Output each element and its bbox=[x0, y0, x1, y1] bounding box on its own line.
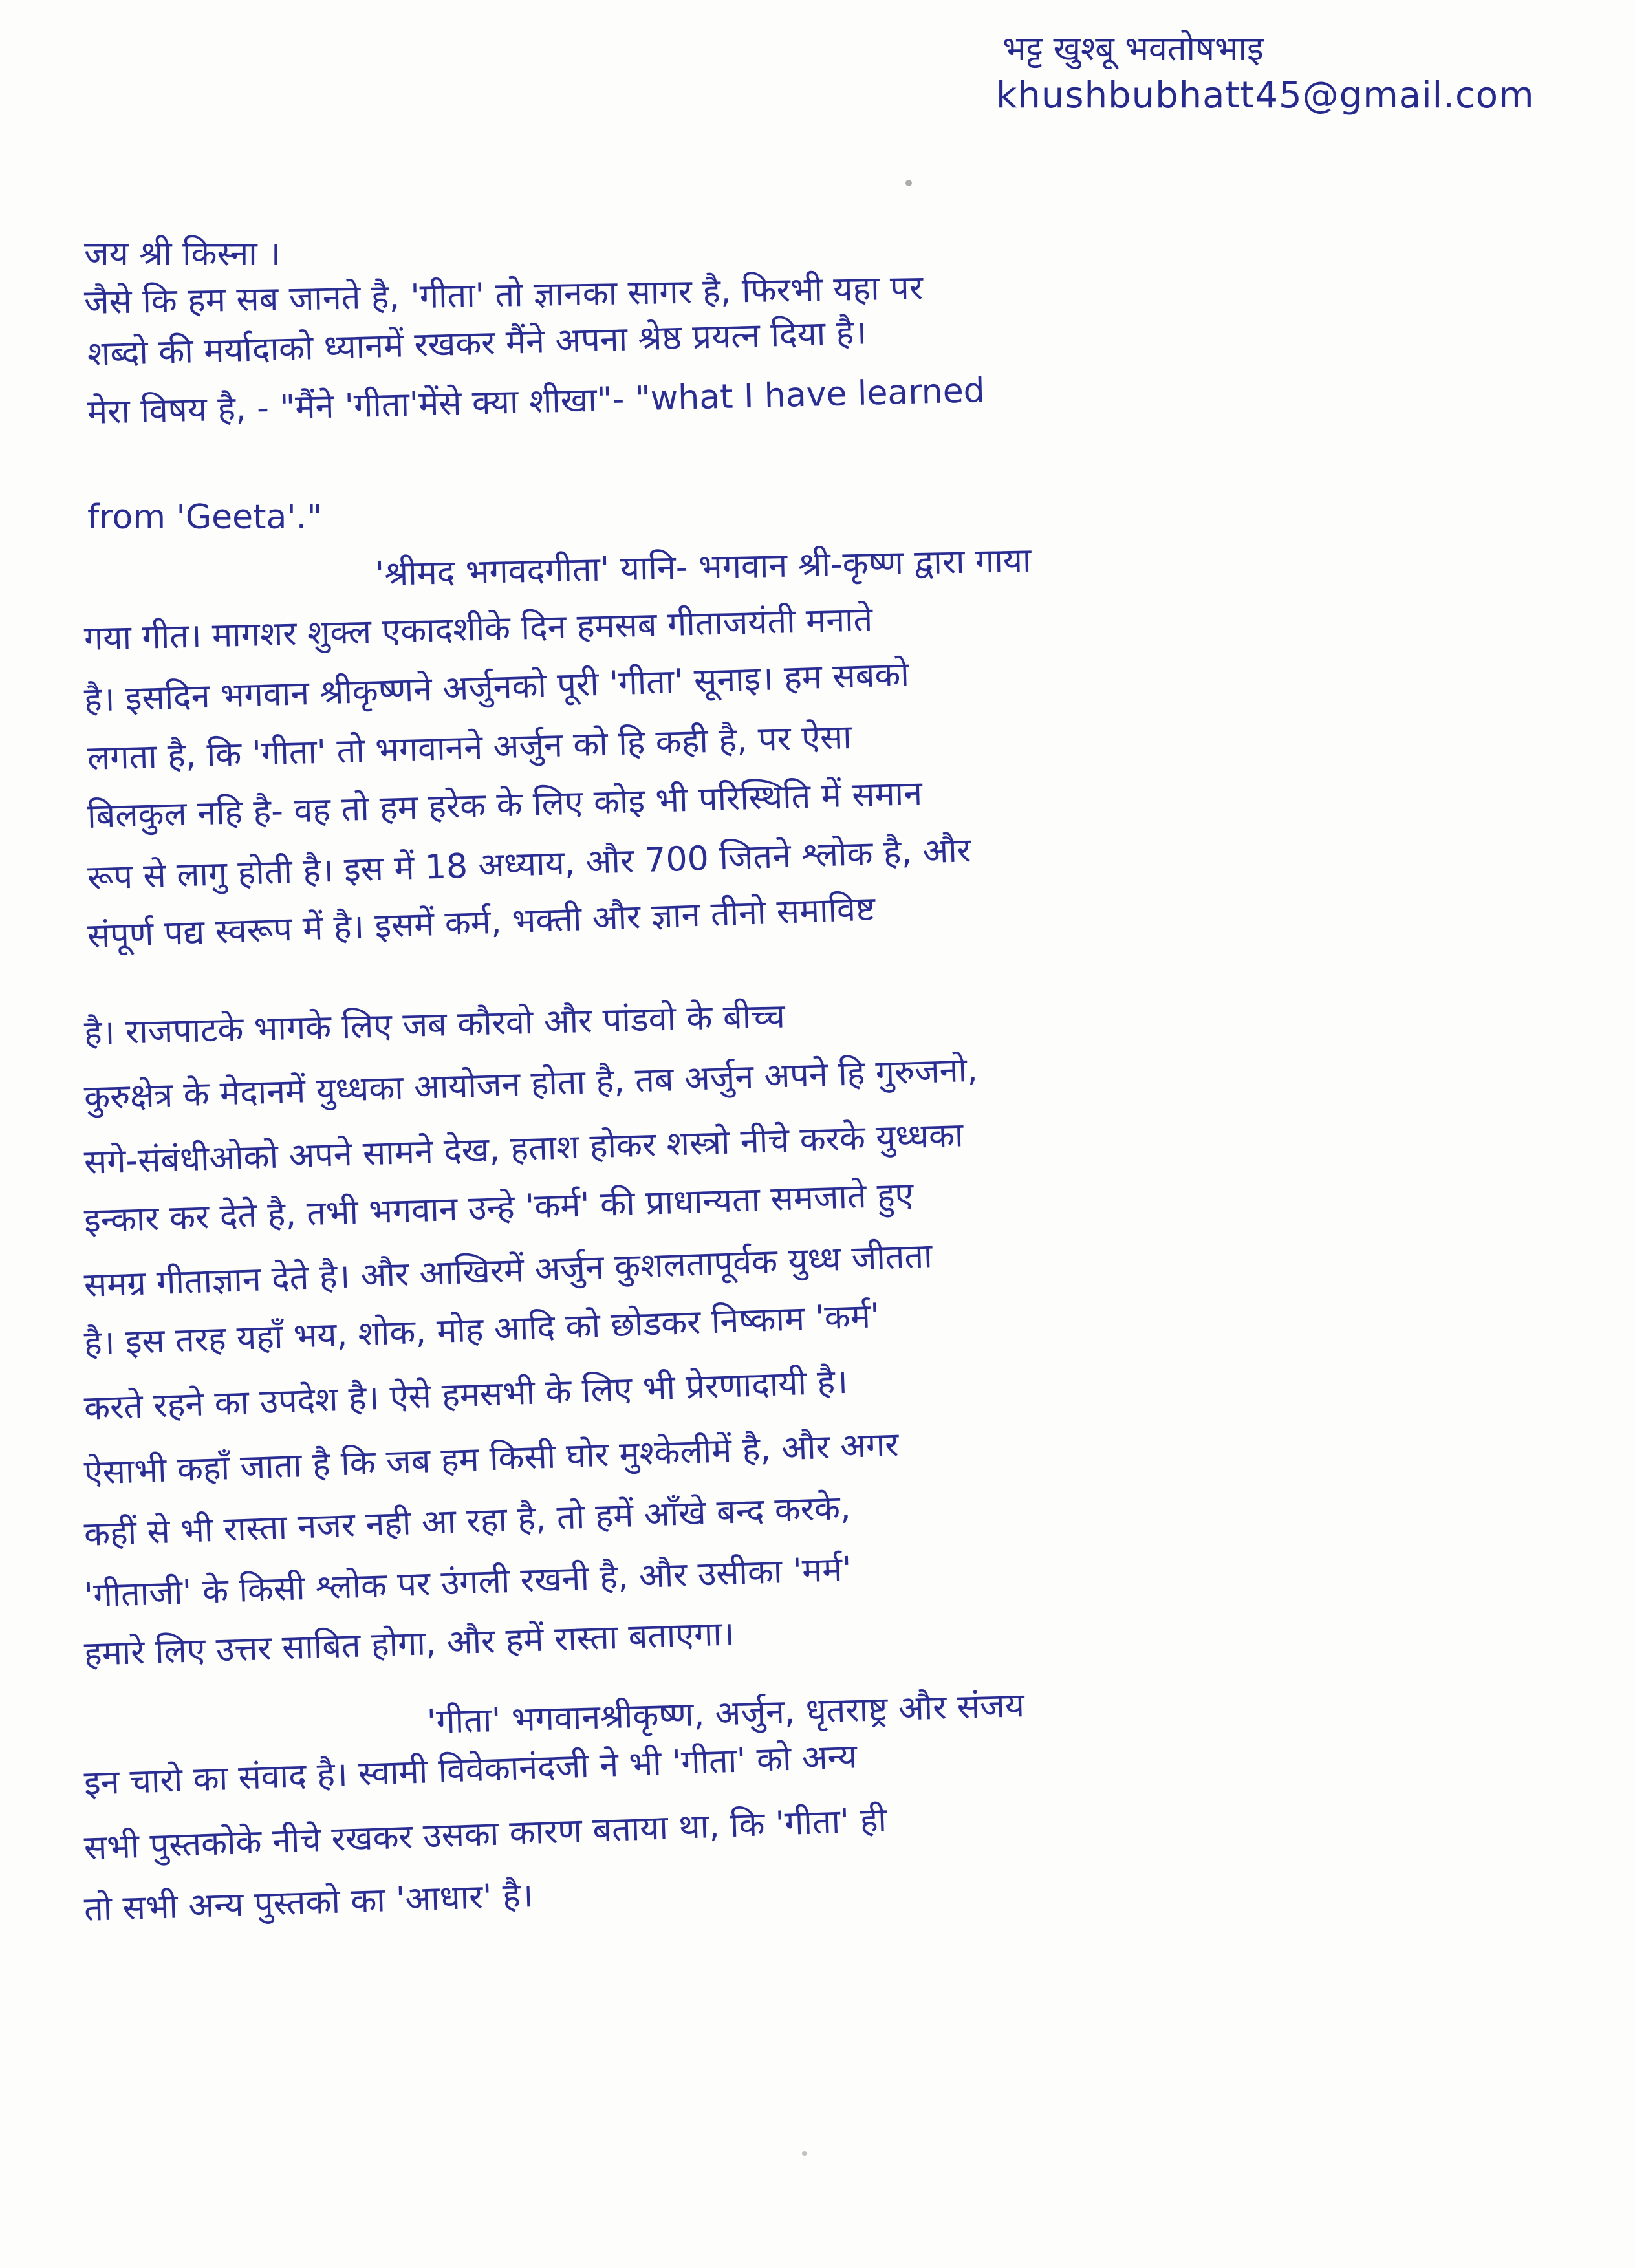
paper-speck bbox=[802, 2151, 807, 2156]
letter-line: है। इस तरह यहाँ भय, शोक, मोह आदि को छोडकर निष्काम 'कर्म' bbox=[83, 1297, 881, 1363]
letter-line: 'श्रीमद भगवदगीता' यानि- भगवान श्री-कृष्ण द्वारा गाया bbox=[374, 541, 1032, 594]
letter-line: है। राजपाटके भागके लिए जब कौरवो और पांडवो के बीच्च bbox=[83, 997, 786, 1053]
letter-line: गया गीत। मागशर शुक्ल एकादशीके दिन हमसब गीताजयंती मनाते bbox=[83, 600, 873, 658]
letter-line: समग्र गीताज्ञान देते है। और आखिरमें अर्जुन कुशलतापूर्वक युध्ध जीतता bbox=[83, 1237, 933, 1305]
letter-line: है। इसदिन भगवान श्रीकृष्णने अर्जुनको पूरी 'गीता' सूनाइ। हम सबको bbox=[83, 654, 910, 720]
letter-line: 'गीता' भगवानश्रीकृष्ण, अर्जुन, धृतराष्ट्र और संजय bbox=[426, 1686, 1025, 1742]
letter-line: रूप से लागु होती है। इस में 18 अध्याय, और 700 जितने श्लोक है, और bbox=[87, 831, 971, 898]
letter-line: शब्दो की मर्यादाको ध्यानमें रखकर मैंने अपना श्रेष्ठ प्रयत्न दिया है। bbox=[87, 313, 867, 374]
letter-line: जय श्री किस्ना । bbox=[84, 235, 281, 274]
letter-line: सभी पुस्तकोके नीचे रखकर उसका कारण बताया था, कि 'गीता' ही bbox=[83, 1800, 887, 1868]
letter-line: 'गीताजी' के किसी श्लोक पर उंगली रखनी है, और उसीका 'मर्म' bbox=[83, 1550, 852, 1615]
author-name: भट्ट खुश्बू भवतोषभाइ bbox=[1002, 30, 1264, 69]
letter-line: संपूर्ण पद्य स्वरूप में है। इसमें कर्म, भक्ती और ज्ञान तीनो समाविष्ट bbox=[87, 889, 876, 956]
letter-line: लगता है, कि 'गीता' तो भगवानने अर्जुन को हि कही है, पर ऐसा bbox=[87, 718, 852, 778]
letter-line: मेरा विषय है, - "मैंने 'गीता'मेंसे क्या शीखा"- "what I have learned bbox=[87, 371, 986, 432]
letter-line: इन चारो का संवाद है। स्वामी विवेकानंदजी ने भी 'गीता' को अन्य bbox=[83, 1737, 858, 1803]
letter-line: करते रहने का उपदेश है। ऐसे हमसभी के लिए भी प्रेरणादायी है। bbox=[83, 1362, 849, 1428]
letter-line: कुरुक्षेत्र के मेदानमें युध्धका आयोजन होता है, तब अर्जुन अपने हि गुरुजनो, bbox=[83, 1050, 979, 1118]
letter-line: जैसे कि हम सब जानते है, 'गीता' तो ज्ञानका सागर है, फिरभी यहा पर bbox=[83, 268, 924, 322]
letter-header bbox=[996, 26, 1578, 119]
letter-line: ऐसाभी कहाँ जाता है कि जब हम किसी घोर मुश्केलीमें है, और अगर bbox=[83, 1425, 900, 1493]
letter-line: हमारे लिए उत्तर साबित होगा, और हमें रास्ता बताएगा। bbox=[83, 1614, 735, 1674]
letter-line: from 'Geeta'." bbox=[87, 498, 323, 537]
author-email: khushbubhatt45@gmail.com bbox=[996, 74, 1535, 116]
letter-line: इन्कार कर देते है, तभी भगवान उन्हे 'कर्म' की प्राधान्यता समजाते हुए bbox=[83, 1175, 915, 1240]
letter-line: कहीं से भी रास्ता नजर नही आ रहा है, तो हमें आँखे बन्द करके, bbox=[83, 1488, 852, 1554]
letter-line: सगे-संबंधीओको अपने सामने देख, हताश होकर शस्त्रो नीचे करके युध्धका bbox=[83, 1116, 964, 1182]
letter-line: तो सभी अन्य पुस्तको का 'आधार' है। bbox=[83, 1876, 534, 1929]
paper-speck bbox=[905, 180, 912, 186]
letter-line: बिलकुल नहि है- वह तो हम हरेक के लिए कोइ भी परिस्थिति में समान bbox=[87, 773, 923, 836]
